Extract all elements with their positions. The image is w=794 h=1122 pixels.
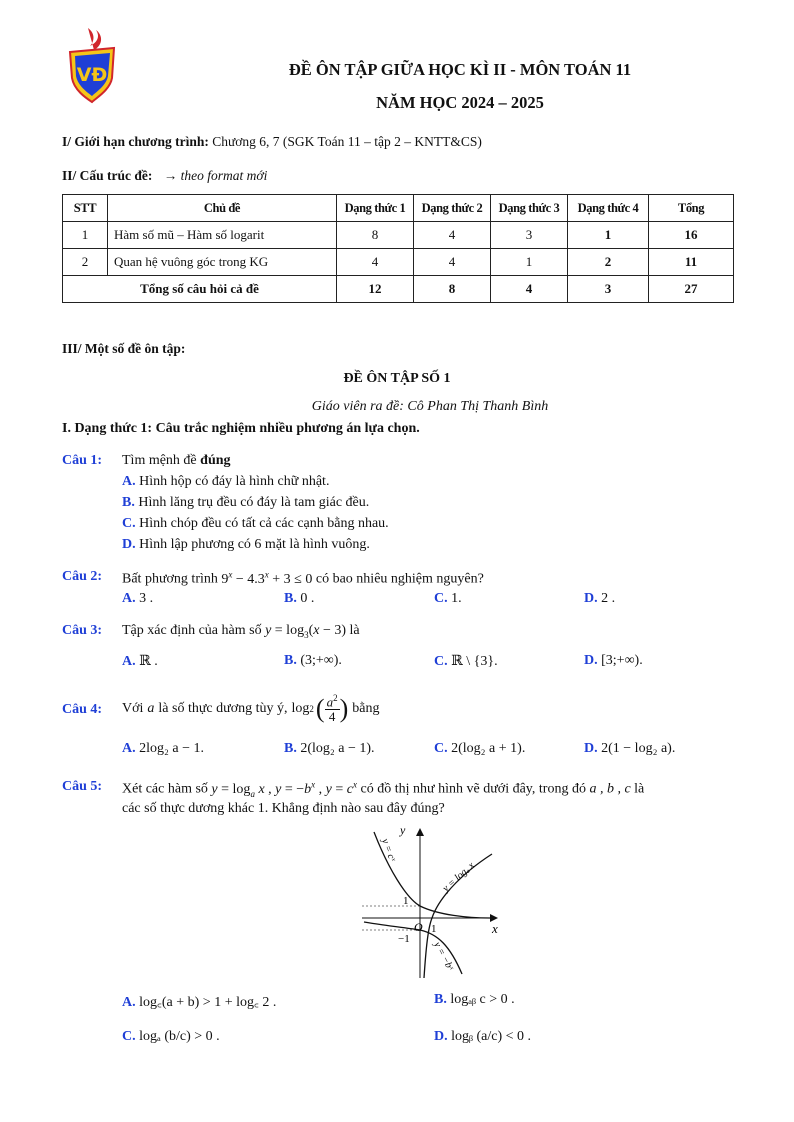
question-2-option-d[interactable] — [584, 591, 615, 607]
table-cell: 4 — [337, 249, 414, 276]
question-5-label: Câu 5: — [62, 779, 103, 794]
x-axis-label: x — [492, 921, 498, 936]
question-3-stem-end: là — [349, 623, 360, 638]
question-3-option-d[interactable] — [584, 653, 643, 669]
tick-minus-one: −1 — [398, 933, 410, 945]
option-letter: A. — [122, 591, 136, 606]
option-text: [3;+∞). — [601, 653, 643, 668]
question-5-formula: $y = \log_a x$ , $y = -b^x$ , $y = c^x$ — [211, 779, 358, 799]
option-text: 2(log₂ a + 1). — [451, 741, 526, 756]
option-text: Hình hộp có đáy là hình chữ nhật. — [139, 474, 330, 489]
table-cell: 8 — [337, 222, 414, 249]
option-text: ℝ \ {3}. — [451, 654, 498, 669]
table-row — [63, 249, 734, 276]
option-text: 2(log₂ a − 1). — [300, 741, 375, 756]
table-cell: 4 — [414, 222, 491, 249]
table-cell: 3 — [491, 222, 568, 249]
option-letter: A. — [122, 654, 136, 669]
table-header: Dạng thức 2 — [414, 195, 491, 222]
question-3-text — [122, 623, 360, 640]
question-5-option-c[interactable] — [122, 1029, 220, 1045]
table-header: Tổng — [649, 195, 734, 222]
question-4-variable: a — [147, 701, 155, 716]
curve-log-label: y = logₐ x — [440, 860, 477, 895]
section-1 — [62, 134, 482, 150]
option-text: 2 . — [601, 591, 616, 606]
question-4-option-d[interactable] — [584, 741, 675, 757]
table-cell: 1 — [491, 249, 568, 276]
question-4-option-a[interactable] — [122, 741, 204, 757]
option-letter: D. — [584, 741, 598, 756]
question-5-text-line2: các số thực dương khác 1. Khẳng định nào sau đây đúng? — [122, 801, 445, 816]
page-title: ĐỀ ÔN TẬP GIỮA HỌC KÌ II - MÔN TOÁN 11 — [288, 60, 632, 79]
question-3-option-b[interactable] — [284, 653, 342, 669]
option-text: ℝ . — [139, 654, 158, 669]
question-5-text-line1 — [122, 779, 738, 798]
question-1-text — [122, 453, 231, 469]
option-letter: B. — [284, 591, 297, 606]
option-text: log꜀(a + b) > 1 + log꜀ 2 . — [139, 995, 277, 1010]
question-3-formula: $y = \log_3(x - 3)$ — [265, 623, 347, 640]
option-letter: D. — [584, 653, 598, 668]
option-letter: B. — [284, 741, 297, 756]
question-4-stem-mid: là số thực dương tùy ý, — [158, 701, 288, 716]
table-cell: Quan hệ vuông góc trong KG — [108, 249, 337, 276]
option-text: 2log₂ a − 1. — [139, 741, 205, 756]
question-5-vars: a , b , c — [589, 781, 631, 797]
question-1-option-b[interactable] — [122, 495, 369, 511]
tick-one-y: 1 — [403, 895, 409, 907]
y-axis-label: y — [400, 823, 406, 837]
option-text: 3 . — [139, 591, 154, 606]
arrow-icon: → — [163, 168, 178, 183]
question-3-label: Câu 3: — [62, 623, 103, 638]
table-cell: Tổng số câu hỏi cả đề — [63, 276, 337, 303]
question-3-option-a[interactable] — [122, 653, 158, 670]
table-cell: 3 — [568, 276, 649, 303]
option-letter: B. — [284, 653, 297, 668]
option-letter: A. — [122, 741, 136, 756]
question-2-stem-end: có bao nhiêu nghiệm nguyên? — [315, 571, 484, 587]
option-letter: B. — [434, 992, 447, 1007]
section-1-text: Chương 6, 7 (SGK Toán 11 – tập 2 – KNTT&CS) — [212, 134, 482, 149]
table-row — [63, 222, 734, 249]
option-text: logₐᵦ c > 0 . — [450, 992, 515, 1007]
question-5-stem-end: là — [634, 781, 645, 797]
part-1-heading: I. Dạng thức 1: Câu trắc nghiệm nhiều phương án lựa chọn. — [62, 421, 420, 436]
school-logo — [66, 26, 118, 104]
option-letter: D. — [434, 1029, 448, 1044]
question-5-stem-mid: có đồ thị như hình vẽ dưới đây, trong đó — [360, 781, 586, 797]
table-cell: 2 — [63, 249, 108, 276]
table-cell: 8 — [414, 276, 491, 303]
table-total-row — [63, 276, 734, 303]
question-2-text — [122, 569, 484, 588]
question-4-formula: log 2 ( $a^2$ 4 ) — [291, 692, 349, 725]
curve-b-label: y = −bˣ — [431, 940, 456, 973]
exam-title: ĐỀ ÔN TẬP SỐ 1 — [343, 371, 451, 386]
section-3-label: III/ Một số đề ôn tập: — [62, 341, 186, 356]
table-header: Dạng thức 4 — [568, 195, 649, 222]
section-2 — [62, 168, 267, 184]
question-4-stem: Với — [122, 701, 144, 716]
option-text: (3;+∞). — [300, 653, 342, 668]
table-header: Chủ đề — [108, 195, 337, 222]
table-cell: 4 — [414, 249, 491, 276]
option-letter: D. — [122, 537, 136, 552]
table-header-row — [63, 195, 734, 222]
option-letter: C. — [434, 591, 448, 606]
structure-table — [62, 194, 734, 303]
table-cell: 1 — [568, 222, 649, 249]
option-text: 1. — [451, 591, 462, 606]
option-text: Hình lập phương có 6 mặt là hình vuông. — [139, 537, 370, 552]
question-1-stem: Tìm mệnh đề — [122, 453, 201, 468]
tick-one-x: 1 — [431, 923, 437, 935]
question-5-option-b[interactable] — [434, 992, 515, 1008]
school-year: NĂM HỌC 2024 – 2025 — [376, 93, 544, 112]
table-cell: 16 — [649, 222, 734, 249]
option-text: 0 . — [300, 591, 315, 606]
question-4-option-c[interactable] — [434, 741, 525, 757]
table-header: Dạng thức 1 — [337, 195, 414, 222]
section-1-label: I/ Giới hạn chương trình: — [62, 134, 209, 149]
table-cell: 4 — [491, 276, 568, 303]
question-1-label: Câu 1: — [62, 453, 103, 468]
option-letter: D. — [584, 591, 598, 606]
exam-teacher: Giáo viên ra đề: Cô Phan Thị Thanh Bình — [311, 399, 549, 414]
question-2-option-b[interactable] — [284, 591, 314, 607]
section-2-text: theo format mới — [180, 168, 268, 183]
option-letter: C. — [122, 516, 136, 531]
question-2-stem: Bất phương trình — [122, 571, 218, 587]
question-4-label: Câu 4: — [62, 702, 103, 717]
question-3-stem: Tập xác định của hàm số — [122, 623, 262, 638]
logo-text: VĐ — [76, 64, 108, 86]
option-text: Hình chóp đều có tất cả các cạnh bằng nhau. — [139, 516, 389, 531]
table-cell: 2 — [568, 249, 649, 276]
question-1-option-c[interactable] — [122, 516, 389, 532]
question-5-stem: Xét các hàm số — [122, 781, 208, 797]
question-1-option-d[interactable] — [122, 537, 370, 553]
origin-label: O — [414, 920, 423, 934]
curve-c-label: y = cˣ — [379, 837, 398, 864]
question-4-text — [122, 688, 379, 730]
option-letter: C. — [434, 654, 448, 669]
question-3-option-c[interactable] — [434, 653, 498, 670]
question-2-label: Câu 2: — [62, 569, 103, 584]
option-letter: A. — [122, 995, 136, 1010]
question-4-stem-end: bằng — [352, 701, 380, 716]
question-2-option-a[interactable] — [122, 591, 153, 607]
question-5-graph — [358, 818, 506, 982]
option-text: logᵦ (a/c) < 0 . — [451, 1029, 532, 1044]
table-cell: 1 — [63, 222, 108, 249]
table-cell: 11 — [649, 249, 734, 276]
table-cell: 12 — [337, 276, 414, 303]
table-cell: Hàm số mũ – Hàm số logarit — [108, 222, 337, 249]
question-2-formula: $9^x - 4.3^x + 3 \le 0$ — [221, 569, 313, 587]
question-5-option-a[interactable] — [122, 992, 276, 1011]
option-text: 2(1 − log₂ a). — [601, 741, 676, 756]
section-2-label: II/ Cấu trúc đề: — [62, 168, 153, 183]
option-letter: C. — [434, 741, 448, 756]
question-5-option-d[interactable] — [434, 1029, 531, 1045]
option-text: Hình lăng trụ đều có đáy là tam giác đều. — [138, 495, 370, 510]
question-2-option-c[interactable] — [434, 591, 462, 607]
option-letter: A. — [122, 474, 136, 489]
table-header: STT — [63, 195, 108, 222]
question-4-option-b[interactable] — [284, 741, 375, 757]
option-text: logₐ (b/c) > 0 . — [139, 1029, 220, 1044]
option-letter: B. — [122, 495, 135, 510]
option-letter: C. — [122, 1029, 136, 1044]
question-1-option-a[interactable] — [122, 474, 329, 490]
table-header: Dạng thức 3 — [491, 195, 568, 222]
question-1-emphasis: đúng — [200, 453, 231, 468]
table-cell: 27 — [649, 276, 734, 303]
